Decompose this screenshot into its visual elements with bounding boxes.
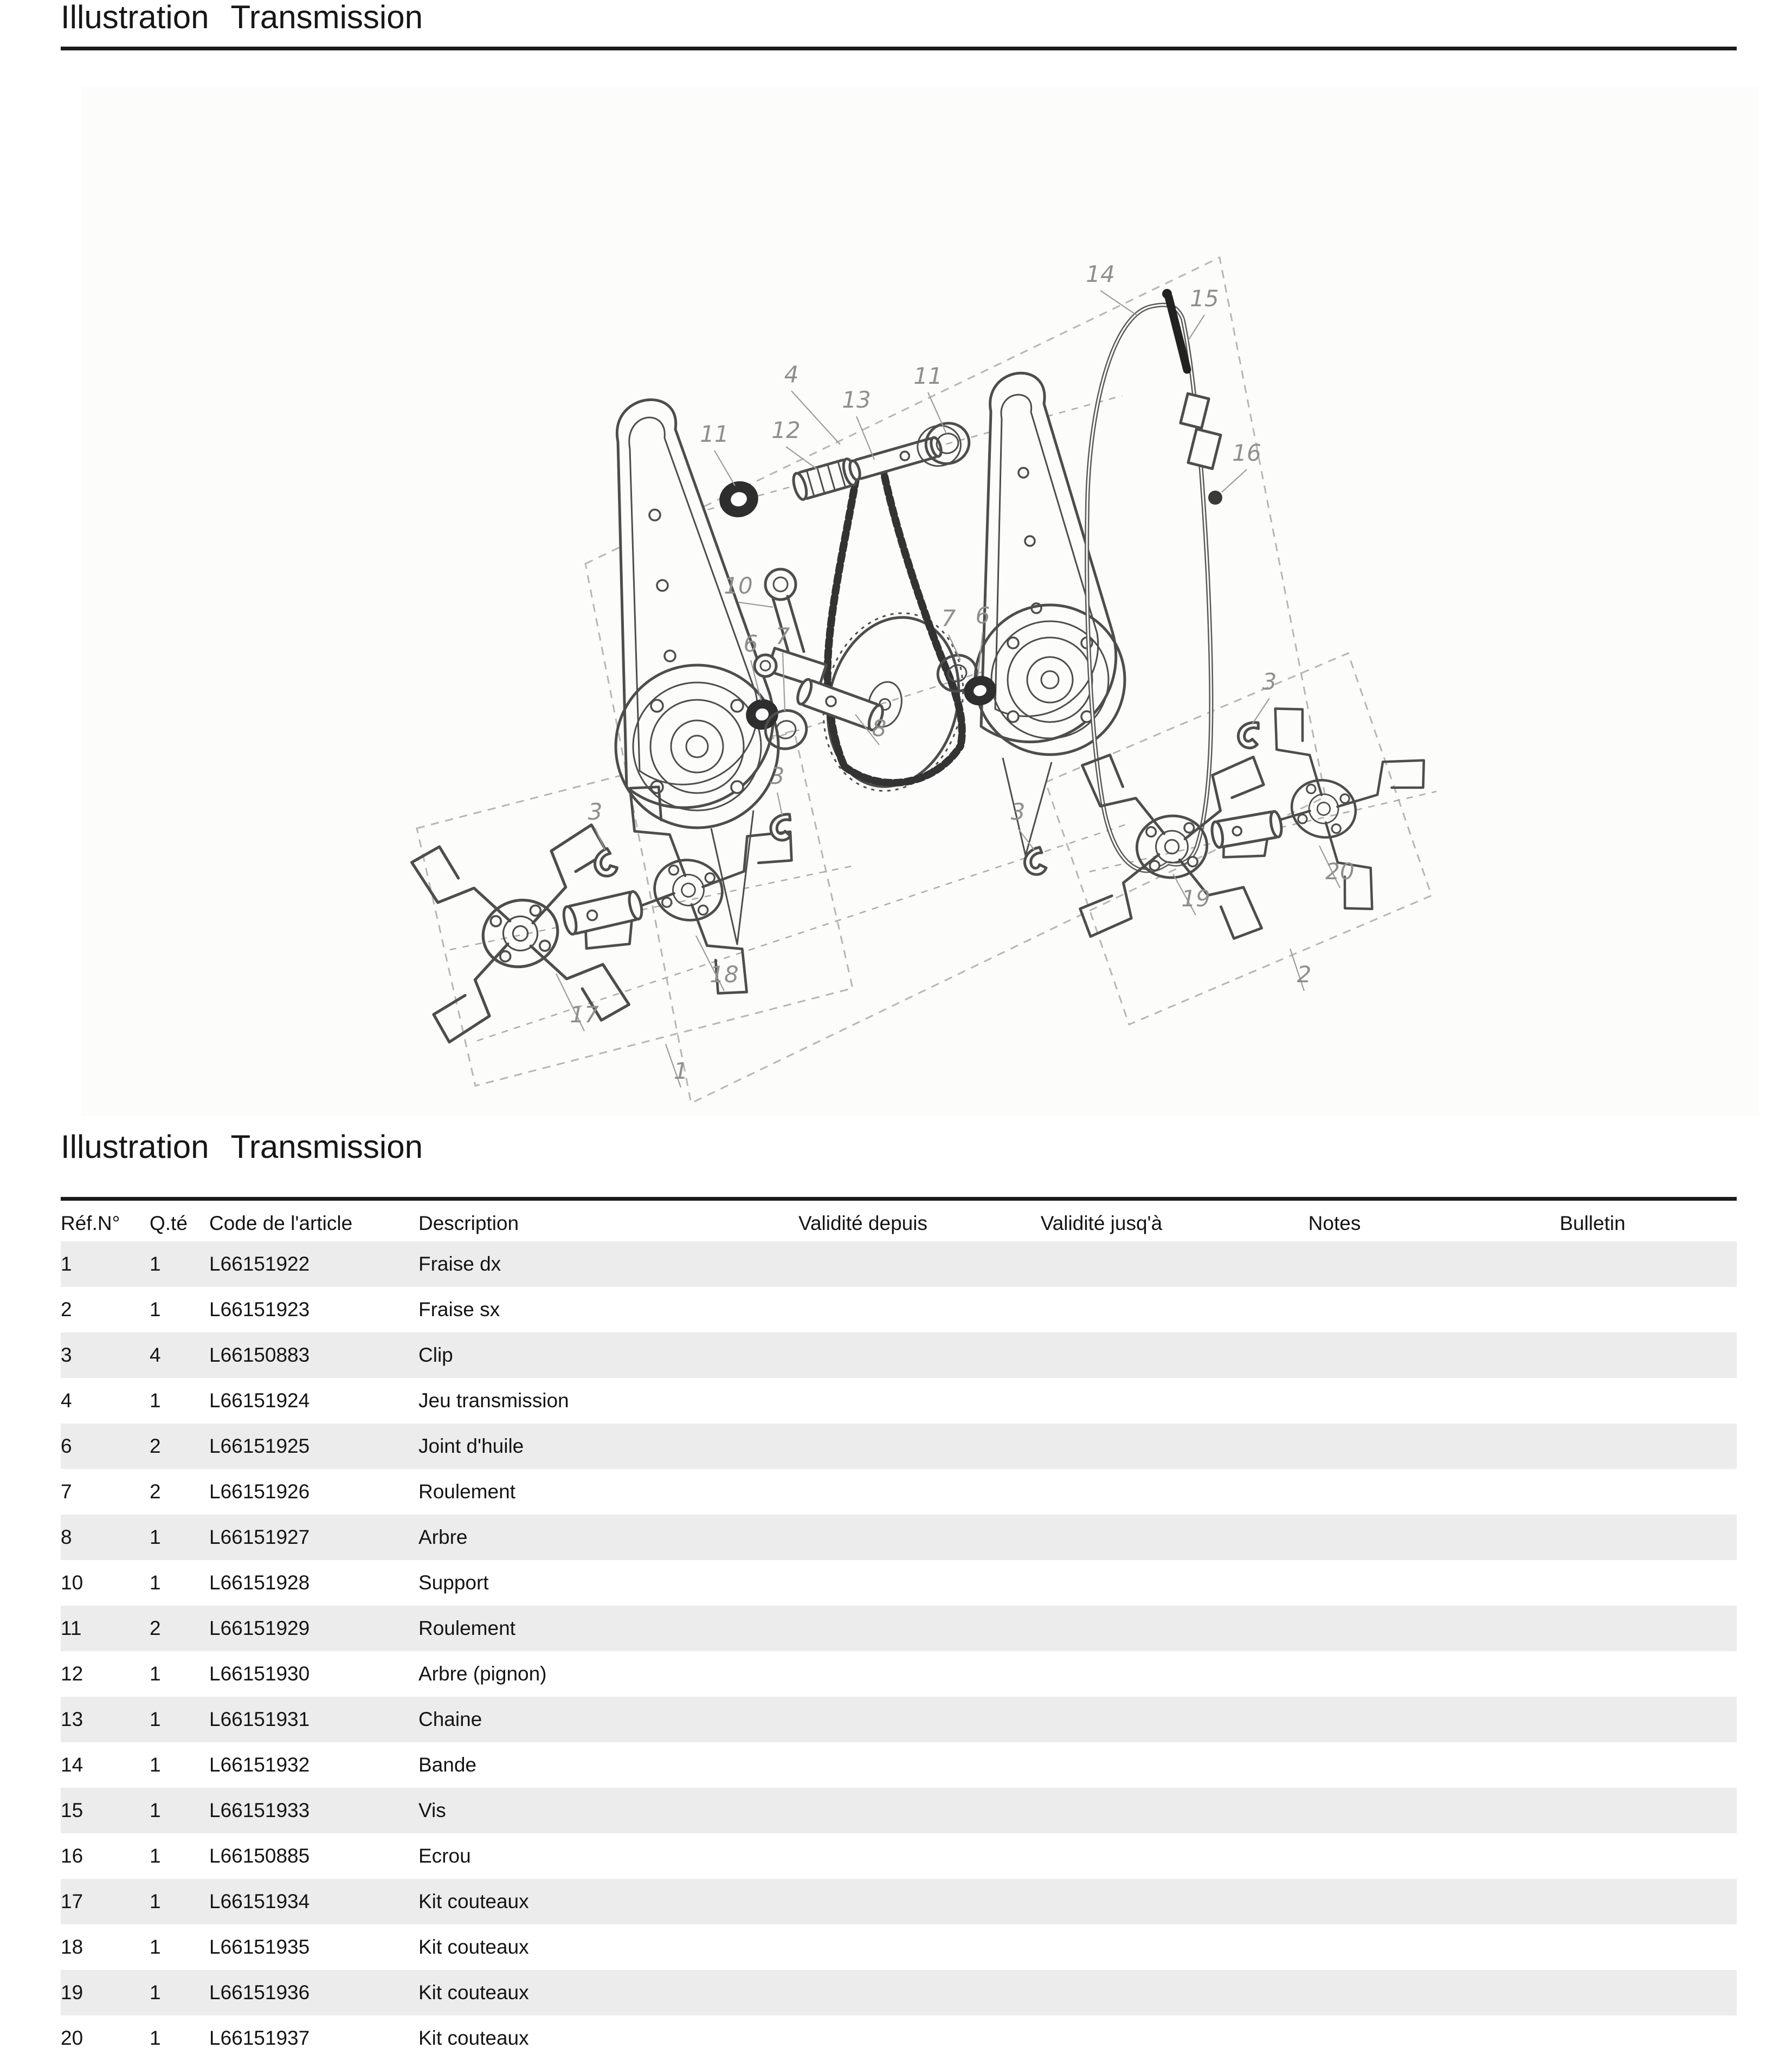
cell-notes xyxy=(1221,1606,1448,1651)
cell-qty: 2 xyxy=(150,1617,161,1639)
cell-ref: 4 xyxy=(61,1389,72,1412)
callout-number-11: 11 xyxy=(700,421,729,447)
chain-and-sprocket xyxy=(805,464,982,806)
callout-number-7: 7 xyxy=(941,605,956,632)
table-divider xyxy=(61,1197,1737,1201)
cell-bulletin xyxy=(1448,1287,1737,1332)
cell-validite_jusqua xyxy=(982,1970,1221,2015)
table-row xyxy=(61,1424,1737,1469)
table-row xyxy=(61,1241,1737,1287)
cell-validite_jusqua xyxy=(982,1287,1221,1332)
callout-number-11: 11 xyxy=(913,363,943,389)
cell-qty: 2 xyxy=(150,1435,161,1457)
cell-desc: Arbre xyxy=(418,1526,468,1548)
table-title-word-2: Transmission xyxy=(230,1129,423,1165)
cell-code: L66151923 xyxy=(209,1298,310,1321)
cell-bulletin xyxy=(1448,1515,1737,1560)
cell-bulletin xyxy=(1448,1742,1737,1788)
table-row xyxy=(61,1651,1737,1697)
callout-number-3: 3 xyxy=(1010,798,1026,825)
cell-bulletin xyxy=(1448,1241,1737,1287)
callout-number-19: 19 xyxy=(1181,885,1210,912)
cell-code: L66150883 xyxy=(209,1344,310,1366)
cell-validite_depuis xyxy=(744,1332,982,1378)
cell-notes xyxy=(1221,1469,1448,1515)
table-row xyxy=(61,1378,1737,1424)
cell-ref: 13 xyxy=(61,1708,83,1730)
cell-desc: Kit couteaux xyxy=(418,1890,529,1912)
cell-qty: 1 xyxy=(150,1890,161,1912)
cell-notes xyxy=(1221,1241,1448,1287)
cell-notes xyxy=(1221,1788,1448,1833)
cell-code: L66151931 xyxy=(209,1708,310,1730)
callout-number-17: 17 xyxy=(570,1001,599,1028)
cell-qty: 1 xyxy=(150,2027,161,2049)
cell-ref: 7 xyxy=(61,1480,72,1503)
table-row xyxy=(61,1469,1737,1515)
cell-qty: 4 xyxy=(150,1344,161,1366)
right-chaincase-half xyxy=(975,373,1125,855)
table-row xyxy=(61,1970,1737,2015)
cell-ref: 6 xyxy=(61,1435,72,1457)
cell-qty: 1 xyxy=(150,1799,161,1821)
title-divider xyxy=(61,47,1737,50)
cell-code: L66150885 xyxy=(209,1845,310,1867)
cell-code: L66151927 xyxy=(209,1526,310,1548)
cell-validite_depuis xyxy=(744,2015,982,2061)
callout-number-1: 1 xyxy=(673,1058,688,1084)
cell-desc: Kit couteaux xyxy=(418,1936,529,1958)
cell-notes xyxy=(1221,1651,1448,1697)
cell-validite_depuis xyxy=(744,1742,982,1788)
header-code: Code de l'article xyxy=(209,1212,353,1234)
header-bulletin: Bulletin xyxy=(1559,1212,1626,1234)
cell-qty: 1 xyxy=(150,1708,161,1730)
callout-number-2: 2 xyxy=(1297,961,1312,988)
cell-validite_jusqua xyxy=(982,1560,1221,1606)
cell-desc: Vis xyxy=(418,1799,446,1821)
callout-number-16: 16 xyxy=(1232,440,1261,466)
cell-bulletin xyxy=(1448,1879,1737,1924)
cell-validite_depuis xyxy=(744,1515,982,1560)
cell-ref: 16 xyxy=(61,1845,83,1867)
cell-notes xyxy=(1221,1833,1448,1879)
cell-bulletin xyxy=(1448,1697,1737,1742)
cable-assembly xyxy=(1087,289,1222,871)
cell-bulletin xyxy=(1448,1651,1737,1697)
cell-ref: 19 xyxy=(61,1981,83,2004)
callout-number-20: 20 xyxy=(1325,858,1355,885)
callout-number-14: 14 xyxy=(1086,261,1115,287)
cell-ref: 17 xyxy=(61,1890,83,1912)
cell-code: L66151926 xyxy=(209,1480,310,1503)
cell-validite_jusqua xyxy=(982,1833,1221,1879)
callout-leader-3 xyxy=(777,793,782,815)
table-row xyxy=(61,1515,1737,1560)
chain-bottom-wrap xyxy=(845,746,961,783)
cell-notes xyxy=(1221,1924,1448,1970)
top-shaft-assembly xyxy=(715,418,974,521)
table-section-title xyxy=(61,1130,1737,1164)
cell-qty: 1 xyxy=(150,1936,161,1958)
cell-desc: Bande xyxy=(418,1754,476,1776)
cell-notes xyxy=(1221,1970,1448,2015)
cell-ref: 1 xyxy=(61,1253,72,1275)
cell-validite_depuis xyxy=(744,1651,982,1697)
table-header-row xyxy=(61,1206,1737,1241)
callout-number-7: 7 xyxy=(775,623,790,649)
cell-qty: 1 xyxy=(150,1298,161,1321)
table-row xyxy=(61,1788,1737,1833)
cell-notes xyxy=(1221,1515,1448,1560)
header-ref: Réf.N° xyxy=(61,1212,120,1234)
cell-validite_depuis xyxy=(744,1469,982,1515)
header-notes: Notes xyxy=(1308,1212,1361,1234)
cell-notes xyxy=(1221,1879,1448,1924)
cell-validite_jusqua xyxy=(982,1742,1221,1788)
callout-leader-13 xyxy=(856,416,874,460)
parts-table xyxy=(61,1206,1737,2061)
cell-notes xyxy=(1221,1378,1448,1424)
centerlines xyxy=(450,396,1436,1041)
cell-ref: 12 xyxy=(61,1663,83,1685)
cell-bulletin xyxy=(1448,1788,1737,1833)
callout-number-10: 10 xyxy=(724,572,753,599)
callout-number-18: 18 xyxy=(710,961,739,988)
table-row xyxy=(61,1879,1737,1924)
cell-validite_jusqua xyxy=(982,1788,1221,1833)
cell-code: L66151932 xyxy=(209,1754,310,1776)
cell-validite_depuis xyxy=(744,1924,982,1970)
cell-validite_depuis xyxy=(744,1287,982,1332)
cell-validite_jusqua xyxy=(982,1424,1221,1469)
cell-validite_jusqua xyxy=(982,1241,1221,1287)
cell-bulletin xyxy=(1448,1469,1737,1515)
page-title xyxy=(61,0,1737,35)
callout-number-3: 3 xyxy=(588,798,603,825)
cell-desc: Jeu transmission xyxy=(418,1389,569,1412)
cell-validite_depuis xyxy=(744,1697,982,1742)
callout-number-6: 6 xyxy=(975,602,990,629)
cell-validite_depuis xyxy=(744,1606,982,1651)
cell-notes xyxy=(1221,1742,1448,1788)
cell-ref: 10 xyxy=(61,1571,83,1594)
cell-ref: 11 xyxy=(61,1617,82,1639)
cell-validite_jusqua xyxy=(982,1515,1221,1560)
nut-ecrou xyxy=(1208,491,1222,505)
callout-number-15: 15 xyxy=(1190,285,1219,312)
cell-notes xyxy=(1221,1424,1448,1469)
cell-code: L66151934 xyxy=(209,1890,310,1912)
cell-code: L66151929 xyxy=(209,1617,310,1639)
cell-validite_jusqua xyxy=(982,1378,1221,1424)
callout-number-12: 12 xyxy=(771,417,801,443)
right-axle-stub xyxy=(1210,810,1283,848)
cell-qty: 1 xyxy=(150,1663,161,1685)
cell-bulletin xyxy=(1448,1924,1737,1970)
callout-leader-16 xyxy=(1222,469,1247,492)
cell-qty: 1 xyxy=(150,1981,161,2004)
callout-leader-3 xyxy=(595,828,605,850)
cell-notes xyxy=(1221,1560,1448,1606)
cell-desc: Roulement xyxy=(418,1617,515,1639)
cell-desc: Clip xyxy=(418,1344,453,1366)
cell-code: L66151924 xyxy=(209,1389,310,1412)
callout-number-4: 4 xyxy=(784,361,799,388)
callout-leader-15 xyxy=(1188,315,1204,340)
cell-ref: 18 xyxy=(61,1936,83,1958)
cell-ref: 3 xyxy=(61,1344,72,1366)
callout-number-3: 3 xyxy=(770,763,785,789)
cell-bulletin xyxy=(1448,1378,1737,1424)
table-row xyxy=(61,1332,1737,1378)
cell-desc: Fraise sx xyxy=(418,1298,500,1321)
header-valid-from: Validité depuis xyxy=(798,1212,927,1234)
table-row xyxy=(61,2015,1737,2061)
callout-number-6: 6 xyxy=(743,630,758,657)
cell-notes xyxy=(1221,1697,1448,1742)
cell-validite_jusqua xyxy=(982,1332,1221,1378)
callout-number-13: 13 xyxy=(842,387,871,413)
table-row xyxy=(61,1833,1737,1879)
cell-code: L66151928 xyxy=(209,1571,310,1594)
cell-ref: 8 xyxy=(61,1526,72,1548)
cell-ref: 14 xyxy=(61,1754,83,1776)
upper-shaft xyxy=(848,436,943,481)
cell-desc: Fraise dx xyxy=(418,1253,501,1275)
cell-ref: 15 xyxy=(61,1799,83,1821)
table-title-word-1: Illustration xyxy=(61,1129,209,1165)
cell-qty: 1 xyxy=(150,1253,161,1275)
cell-validite_depuis xyxy=(744,1833,982,1879)
cell-bulletin xyxy=(1448,1560,1737,1606)
cell-desc: Joint d'huile xyxy=(418,1435,524,1457)
header-qty: Q.té xyxy=(150,1212,188,1234)
table-row xyxy=(61,1560,1737,1606)
cell-qty: 1 xyxy=(150,1526,161,1548)
callout-leader-12 xyxy=(786,447,817,469)
cell-validite_jusqua xyxy=(982,1697,1221,1742)
cell-desc: Ecrou xyxy=(418,1845,471,1867)
cell-ref: 20 xyxy=(61,2027,83,2049)
cell-validite_jusqua xyxy=(982,1651,1221,1697)
cell-desc: Kit couteaux xyxy=(418,2027,529,2049)
cell-validite_jusqua xyxy=(982,2015,1221,2061)
cell-desc: Chaine xyxy=(418,1708,482,1730)
table-row xyxy=(61,1742,1737,1788)
cell-bulletin xyxy=(1448,1424,1737,1469)
callout-leader-11 xyxy=(714,450,735,486)
cell-qty: 2 xyxy=(150,1480,161,1503)
cell-bulletin xyxy=(1448,2015,1737,2061)
cell-validite_depuis xyxy=(744,1560,982,1606)
cell-validite_depuis xyxy=(744,1879,982,1924)
cell-bulletin xyxy=(1448,1606,1737,1651)
table-row xyxy=(61,1924,1737,1970)
cell-validite_jusqua xyxy=(982,1469,1221,1515)
table-row xyxy=(61,1697,1737,1742)
cell-validite_depuis xyxy=(744,1424,982,1469)
cell-validite_jusqua xyxy=(982,1606,1221,1651)
cell-validite_depuis xyxy=(744,1970,982,2015)
exploded-diagram-figure xyxy=(81,87,1759,1116)
cell-qty: 1 xyxy=(150,1389,161,1412)
cell-validite_jusqua xyxy=(982,1924,1221,1970)
cell-code: L66151935 xyxy=(209,1936,310,1958)
cell-desc: Roulement xyxy=(418,1480,515,1503)
cell-notes xyxy=(1221,1332,1448,1378)
screw-head xyxy=(1162,289,1172,299)
cell-desc: Arbre (pignon) xyxy=(418,1663,547,1685)
callout-leader-3 xyxy=(1252,698,1269,724)
cell-code: L66151933 xyxy=(209,1799,310,1821)
cell-qty: 1 xyxy=(150,1754,161,1776)
cell-validite_depuis xyxy=(744,1241,982,1287)
cell-desc: Kit couteaux xyxy=(418,1981,529,2004)
cell-ref: 2 xyxy=(61,1298,72,1321)
cell-bulletin xyxy=(1448,1332,1737,1378)
cell-bulletin xyxy=(1448,1833,1737,1879)
callout-number-8: 8 xyxy=(872,715,887,742)
transmission-exploded-drawing xyxy=(81,87,1759,1116)
header-valid-to: Validité jusq'à xyxy=(1040,1212,1163,1234)
cell-notes xyxy=(1221,1287,1448,1332)
cell-desc: Support xyxy=(418,1571,489,1594)
cell-validite_depuis xyxy=(744,1378,982,1424)
cell-qty: 1 xyxy=(150,1845,161,1867)
callout-leader-10 xyxy=(738,602,773,607)
cell-code: L66151937 xyxy=(209,2027,310,2049)
cell-validite_jusqua xyxy=(982,1879,1221,1924)
page-title-word-1: Illustration xyxy=(61,0,209,35)
cell-validite_depuis xyxy=(744,1788,982,1833)
page-title-word-2: Transmission xyxy=(230,0,423,35)
table-row xyxy=(61,1287,1737,1332)
oil-seal-left xyxy=(715,476,762,521)
cell-notes xyxy=(1221,2015,1448,2061)
header-desc: Description xyxy=(418,1212,519,1234)
cell-qty: 1 xyxy=(150,1571,161,1594)
cell-code: L66151922 xyxy=(209,1253,310,1275)
table-row xyxy=(61,1606,1737,1651)
cell-bulletin xyxy=(1448,1970,1737,2015)
callout-number-3: 3 xyxy=(1262,668,1277,695)
cell-code: L66151925 xyxy=(209,1435,310,1457)
cell-code: L66151930 xyxy=(209,1663,310,1685)
cell-code: L66151936 xyxy=(209,1981,310,2004)
support-bracket xyxy=(755,569,826,687)
